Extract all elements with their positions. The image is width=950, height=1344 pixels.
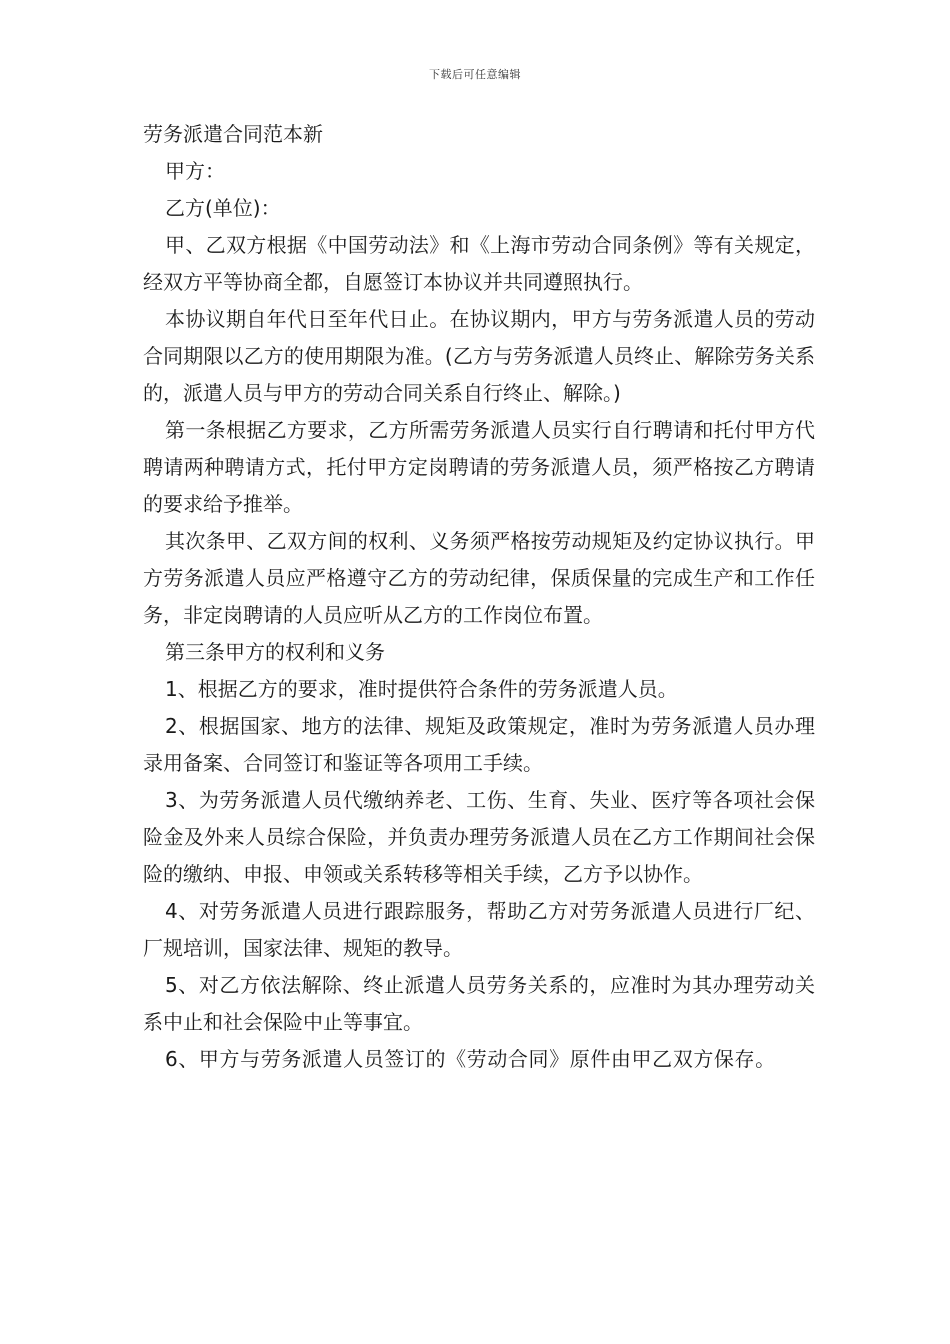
document-title: 劳务派遣合同范本新	[143, 122, 323, 146]
article-2-paragraph: 其次条甲、乙双方间的权利、义务须严格按劳动规矩及约定协议执行。甲方劳务派遣人员应严格遵守乙方的劳动纪律，保质保量的完成生产和工作任务，非定岗聘请的人员应听从乙方的工作岗位布置。	[143, 529, 815, 627]
header-note: 下载后可任意编辑	[429, 68, 521, 81]
article-3-item-1: 1、根据乙方的要求，准时提供符合条件的劳务派遣人员。	[165, 677, 678, 701]
article-3-item-2: 2、根据国家、地方的法律、规矩及政策规定，准时为劳务派遣人员办理录用备案、合同签订和鉴证等各项用工手续。	[143, 714, 815, 775]
article-3-item-3: 3、为劳务派遣人员代缴纳养老、工伤、生育、失业、医疗等各项社会保险金及外来人员综合保险，并负责办理劳务派遣人员在乙方工作期间社会保险的缴纳、申报、申领或关系转移等相关手续，乙方予以协作。	[143, 788, 815, 886]
term-paragraph: 本协议期自年代日至年代日止。在协议期内，甲方与劳务派遣人员的劳动合同期限以乙方的使用期限为准。(乙方与劳务派遣人员终止、解除劳务关系的，派遣人员与甲方的劳动合同关系自行终止、解除。)	[143, 307, 815, 405]
article-3-item-5: 5、对乙方依法解除、终止派遣人员劳务关系的，应准时为其办理劳动关系中止和社会保险中止等事宜。	[143, 973, 815, 1034]
article-1-paragraph: 第一条根据乙方要求，乙方所需劳务派遣人员实行自行聘请和托付甲方代聘请两种聘请方式，托付甲方定岗聘请的劳务派遣人员，须严格按乙方聘请的要求给予推举。	[143, 418, 815, 516]
document-body	[143, 116, 815, 1078]
article-3-item-4: 4、对劳务派遣人员进行跟踪服务，帮助乙方对劳务派遣人员进行厂纪、厂规培训，国家法律、规矩的教导。	[143, 899, 815, 960]
party-b-line: 乙方(单位)：	[165, 196, 281, 220]
article-3-heading: 第三条甲方的权利和义务	[165, 640, 385, 664]
preamble-paragraph: 甲、乙双方根据《中国劳动法》和《上海市劳动合同条例》等有关规定，经双方平等协商全都，自愿签订本协议并共同遵照执行。	[143, 233, 815, 294]
party-a-line: 甲方：	[165, 159, 225, 183]
article-3-item-6: 6、甲方与劳务派遣人员签订的《劳动合同》原件由甲乙双方保存。	[165, 1047, 776, 1071]
